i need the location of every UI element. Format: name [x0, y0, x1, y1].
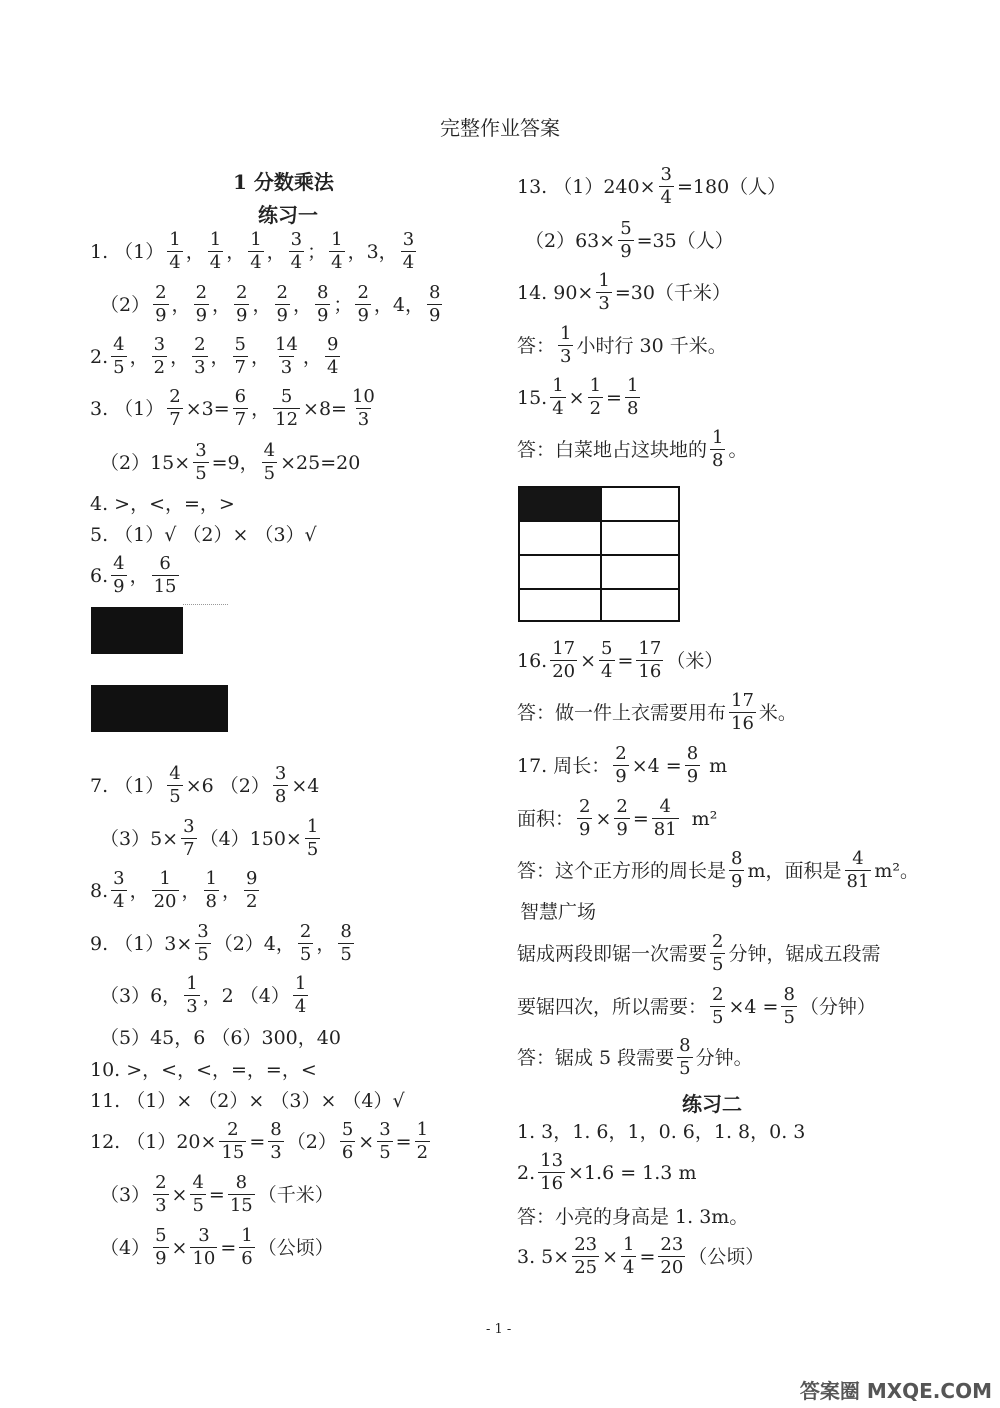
fraction: $\frac{14}{3}$ [275, 334, 298, 378]
answer-q3-2: （2）15× $\frac{3}{5}$ =9， $\frac{4}{5}$ ×25=20 [100, 440, 361, 484]
fraction: $\frac{8}{9}$ [316, 282, 329, 326]
fraction: $\frac{1}{5}$ [306, 816, 319, 860]
fraction: $\frac{1}{20}$ [153, 868, 177, 912]
zhihui-line-1: 锯成两段即锯一次需要 $\frac{2}{5}$ 分钟，锯成五段需 [517, 931, 881, 975]
zhihui-line-2: 要锯四次，所以需要： $\frac{2}{5}$ ×4 = $\frac{8}{5}$ （分钟） [517, 984, 876, 1028]
zhihui-conclusion: 答：锯成 5 段需要 $\frac{8}{5}$ 分钟。 [517, 1035, 753, 1079]
fraction: $\frac{1}{3}$ [598, 270, 610, 314]
fraction: $\frac{2}{9}$ [579, 796, 591, 840]
bar-outline [183, 604, 228, 605]
answer-q7-1: 7. （1） $\frac{4}{5}$ ×6 （2） $\frac{3}{8}$ ×4 [90, 763, 320, 807]
fraction: $\frac{3}{10}$ [192, 1225, 216, 1269]
answer-q13-2: （2）63× $\frac{5}{9}$ =35（人） [525, 218, 734, 262]
fraction: $\frac{4}{5}$ [192, 1172, 204, 1216]
answer-q17-perimeter: 17. 周长： $\frac{2}{9}$ ×4 = $\frac{8}{9}$ m [517, 743, 728, 787]
fraction: $\frac{3}{4}$ [113, 868, 125, 912]
fraction: $\frac{2}{5}$ [299, 921, 312, 965]
practice2-q2-conclusion: 答：小亮的身高是 1. 3m。 [517, 1206, 749, 1228]
practice2-q3: 3. 5× $\frac{23}{25}$ × $\frac{1}{4}$ = $\frac{23}{20}$ （公顷） [517, 1234, 765, 1278]
answer-q10: 10. >，<，<，=，=，< [90, 1059, 317, 1081]
answer-q2: 2. $\frac{4}{5}$ ， $\frac{3}{2}$ ， $\frac{2}{3}$ ， $\frac{5}{7}$ ， $\frac{14}{3}$ ， $\frac{9}{4}$ [90, 334, 339, 378]
grid-divider [520, 554, 678, 556]
answer-q12-1: 12. （1）20× $\frac{2}{15}$ = $\frac{8}{3}$ （2） $\frac{5}{6}$ × $\frac{3}{5}$ = $\frac{1}{2}$ [90, 1119, 429, 1163]
answer-q8: 8. $\frac{3}{4}$ ， $\frac{1}{20}$ ， $\frac{1}{8}$ ， $\frac{9}{2}$ [90, 868, 258, 912]
fraction: $\frac{23}{25}$ [574, 1234, 598, 1278]
fraction: $\frac{6}{7}$ [234, 386, 247, 430]
fraction: $\frac{5}{12}$ [275, 386, 299, 430]
fraction: $\frac{4}{81}$ [653, 796, 677, 840]
fraction: $\frac{5}{9}$ [620, 218, 632, 262]
fraction: $\frac{8}{9}$ [686, 743, 699, 787]
fraction: $\frac{3}{4}$ [660, 164, 672, 208]
answer-q15: 15. $\frac{1}{4}$ × $\frac{1}{2}$ = $\frac{1}{8}$ [517, 375, 639, 419]
answer-q1-1: 1. （1） $\frac{1}{4}$ ， $\frac{1}{4}$ ， $\frac{1}{4}$ ， $\frac{3}{4}$ ； $\frac{1}{4}$ ，3， $\frac{3}{4}$ [90, 229, 415, 273]
fraction: $\frac{4}{5}$ [263, 440, 276, 484]
fraction: $\frac{3}{7}$ [183, 816, 195, 860]
fraction: $\frac{1}{6}$ [241, 1225, 253, 1269]
fraction: $\frac{1}{8}$ [626, 375, 639, 419]
fraction: $\frac{9}{4}$ [326, 334, 339, 378]
answer-q1-2: （2） $\frac{2}{9}$ ， $\frac{2}{9}$ ， $\frac{2}{9}$ ， $\frac{2}{9}$ ， $\frac{8}{9}$ ； $\frac{2}{9}$ ，4， $\frac{8}{9}$ [100, 282, 441, 326]
fraction: $\frac{8}{9}$ [428, 282, 441, 326]
fraction: $\frac{2}{7}$ [169, 386, 181, 430]
fraction: $\frac{1}{8}$ [712, 427, 724, 471]
zhihui-heading: 智慧广场 [520, 901, 597, 923]
answer-q9-3: （5）45，6 （6）300，40 [100, 1027, 341, 1049]
fraction: $\frac{4}{9}$ [113, 553, 125, 597]
fraction: $\frac{4}{5}$ [169, 763, 181, 807]
fraction: $\frac{1}{3}$ [186, 973, 198, 1017]
shaded-bar-1 [91, 607, 183, 654]
fraction: $\frac{23}{20}$ [660, 1234, 684, 1278]
answer-q12-3: （3） $\frac{2}{3}$ × $\frac{4}{5}$ = $\frac{8}{15}$ （千米） [100, 1172, 334, 1216]
fraction: $\frac{3}{8}$ [274, 763, 287, 807]
fraction: $\frac{3}{2}$ [153, 334, 166, 378]
fraction: $\frac{5}{6}$ [341, 1119, 354, 1163]
fraction: $\frac{2}{9}$ [236, 282, 248, 326]
answer-q15-conclusion: 答：白菜地占这块地的 $\frac{1}{8}$ 。 [517, 427, 748, 471]
answer-q16: 16. $\frac{17}{20}$ × $\frac{5}{4}$ = $\frac{17}{16}$ （米） [517, 638, 724, 682]
watermark-logo: 答案圈 MXQE.COM [799, 1379, 992, 1403]
fraction: $\frac{2}{9}$ [615, 743, 627, 787]
fraction: $\frac{17}{16}$ [638, 638, 662, 682]
fraction: $\frac{8}{9}$ [731, 848, 743, 892]
label: 1. （1） [90, 240, 165, 263]
fraction: $\frac{1}{4}$ [250, 229, 262, 273]
answer-q17-area: 面积： $\frac{2}{9}$ × $\frac{2}{9}$ = $\frac{4}{81}$ m² [517, 796, 718, 840]
answer-q6: 6. $\frac{4}{9}$ ， $\frac{6}{15}$ [90, 553, 177, 597]
fraction: $\frac{1}{2}$ [589, 375, 602, 419]
chapter-heading: 1 分数乘法 [233, 170, 334, 194]
answer-q9-2: （3）6， $\frac{1}{3}$ ，2 （4） $\frac{1}{4}$ [100, 973, 307, 1017]
fraction: $\frac{1}{4}$ [294, 973, 307, 1017]
answer-q13-1: 13. （1）240× $\frac{3}{4}$ =180（人） [517, 164, 787, 208]
fraction: $\frac{2}{9}$ [616, 796, 628, 840]
page-title: 完整作业答案 [440, 116, 560, 140]
fraction: $\frac{3}{5}$ [197, 921, 209, 965]
fraction: $\frac{13}{16}$ [540, 1150, 564, 1194]
fraction: $\frac{1}{4}$ [169, 229, 181, 273]
practice2-q2: 2. $\frac{13}{16}$ ×1.6 = 1.3 m [517, 1150, 697, 1194]
grid-divider [520, 520, 678, 522]
fraction: $\frac{1}{4}$ [209, 229, 222, 273]
answer-q11: 11. （1）× （2）× （3）× （4）√ [90, 1090, 405, 1112]
fraction: $\frac{2}{3}$ [155, 1172, 167, 1216]
answer-q16-conclusion: 答：做一件上衣需要用布 $\frac{17}{16}$ 米。 [517, 690, 797, 734]
fraction: $\frac{4}{81}$ [846, 848, 870, 892]
fraction-grid-diagram [518, 486, 680, 622]
fraction: $\frac{6}{15}$ [153, 553, 177, 597]
page-number: - 1 - [486, 1322, 512, 1337]
fraction: $\frac{10}{3}$ [351, 386, 375, 430]
fraction: $\frac{1}{4}$ [331, 229, 343, 273]
fraction: $\frac{1}{8}$ [205, 868, 217, 912]
fraction: $\frac{1}{4}$ [623, 1234, 635, 1278]
answer-q5: 5. （1）√ （2）× （3）√ [90, 524, 317, 546]
fraction: $\frac{2}{3}$ [194, 334, 206, 378]
fraction: $\frac{2}{5}$ [712, 931, 724, 975]
fraction: $\frac{2}{9}$ [276, 282, 288, 326]
fraction: $\frac{5}{7}$ [234, 334, 246, 378]
answer-q14-conclusion: 答： $\frac{1}{3}$ 小时行 30 千米。 [517, 323, 727, 367]
section-heading-1: 练习一 [258, 203, 318, 227]
answer-q3-1: 3. （1） $\frac{2}{7}$ ×3= $\frac{6}{7}$ ， $\frac{5}{12}$ ×8= $\frac{10}{3}$ [90, 386, 375, 430]
fraction: $\frac{3}{4}$ [402, 229, 415, 273]
answer-q17-conclusion: 答：这个正方形的周长是 $\frac{8}{9}$ m，面积是 $\frac{4}{81}$ m²。 [517, 848, 920, 892]
fraction: $\frac{3}{5}$ [379, 1119, 391, 1163]
grid-divider [520, 588, 678, 590]
fraction: $\frac{1}{2}$ [416, 1119, 429, 1163]
fraction: $\frac{3}{5}$ [195, 440, 207, 484]
practice2-q1: 1. 3，1. 6，1，0. 6，1. 8，0. 3 [517, 1121, 806, 1143]
fraction: $\frac{8}{5}$ [679, 1035, 691, 1079]
answer-q9-1: 9. （1）3× $\frac{3}{5}$ （2）4， $\frac{2}{5}$ ， $\frac{8}{5}$ [90, 921, 352, 965]
fraction: $\frac{1}{3}$ [560, 323, 572, 367]
fraction: $\frac{8}{5}$ [340, 921, 352, 965]
answer-q12-4: （4） $\frac{5}{9}$ × $\frac{3}{10}$ = $\frac{1}{6}$ （公顷） [100, 1225, 334, 1269]
shaded-cell [520, 488, 601, 520]
answer-q14: 14. 90× $\frac{1}{3}$ =30（千米） [517, 270, 731, 314]
fraction: $\frac{1}{4}$ [552, 375, 564, 419]
fraction: $\frac{8}{15}$ [229, 1172, 253, 1216]
fraction: $\frac{17}{20}$ [552, 638, 576, 682]
fraction: $\frac{5}{4}$ [601, 638, 613, 682]
fraction: $\frac{17}{16}$ [731, 690, 754, 734]
answer-q7-2: （3）5× $\frac{3}{7}$ （4）150× $\frac{1}{5}$ [100, 816, 319, 860]
fraction: $\frac{3}{4}$ [290, 229, 303, 273]
fraction: $\frac{9}{2}$ [246, 868, 258, 912]
fraction: $\frac{8}{3}$ [270, 1119, 282, 1163]
fraction: $\frac{2}{5}$ [712, 984, 724, 1028]
answer-q4: 4. >，<，=，> [90, 493, 235, 515]
fraction: $\frac{8}{5}$ [783, 984, 795, 1028]
fraction: $\frac{2}{9}$ [195, 282, 208, 326]
fraction: $\frac{5}{9}$ [155, 1225, 167, 1269]
fraction: $\frac{4}{5}$ [113, 334, 125, 378]
fraction: $\frac{2}{15}$ [221, 1119, 245, 1163]
section-heading-2: 练习二 [682, 1092, 742, 1116]
fraction: $\frac{2}{9}$ [155, 282, 167, 326]
shaded-bar-2 [91, 685, 228, 732]
fraction: $\frac{2}{9}$ [357, 282, 369, 326]
